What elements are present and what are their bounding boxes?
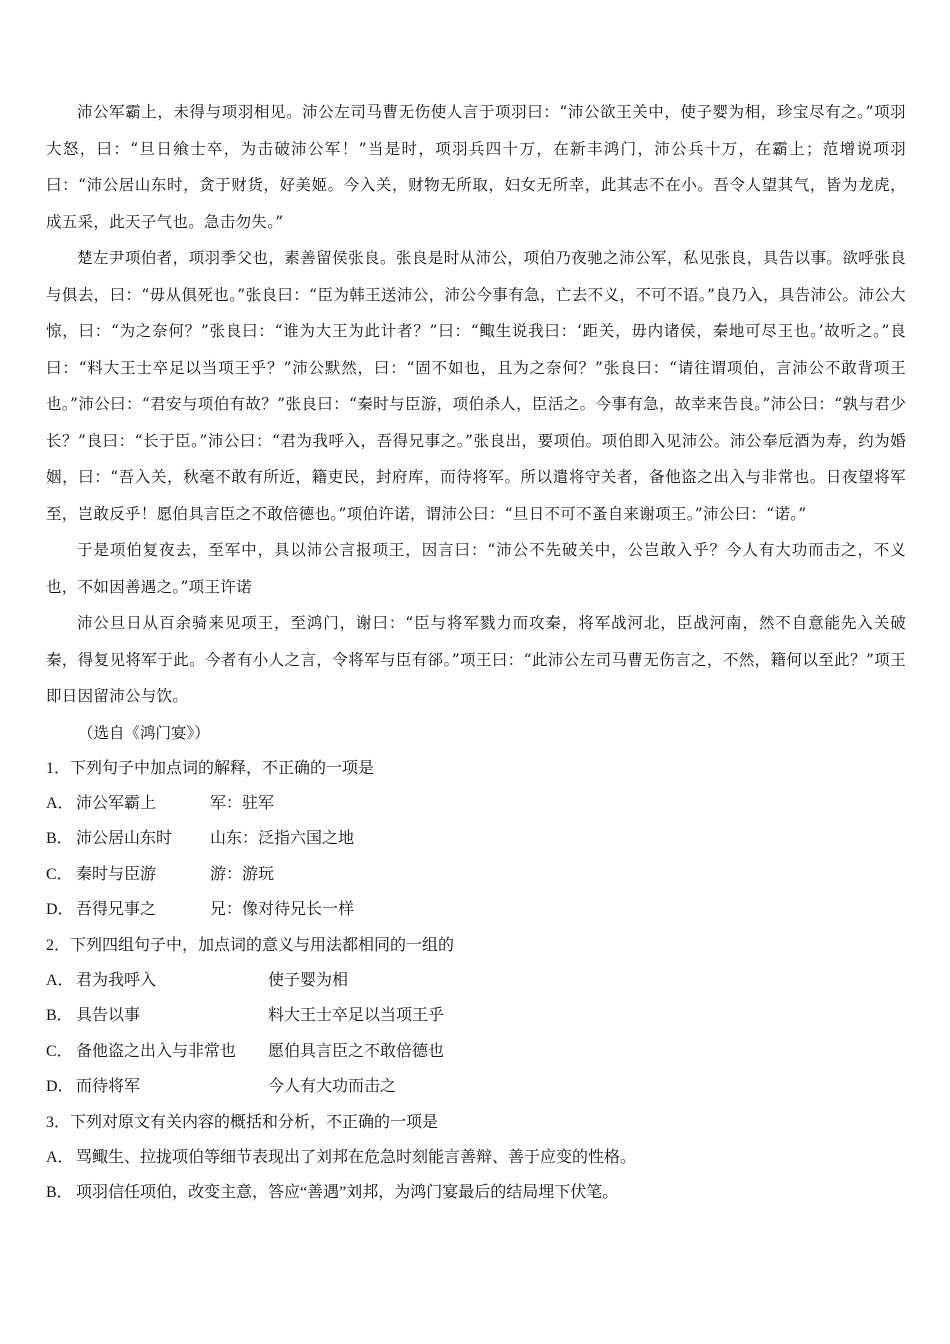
passage-paragraph-4: 沛公旦日从百余骑来见项王，至鸿门，谢曰：“臣与将军戮力而攻秦，将军战河北，臣战河南，然不自意能先入关破秦，得复见将军于此。今者有小人之言，令将军与臣有郤。”项王曰：“此沛公左司马曹无伤言之，不然，籍何以至此？”项王即日因留沛公与饮。 (46, 614, 906, 705)
option-statement: 项羽信任项伯，改变主意，答应“善遇”刘邦，为鸿门宴最后的结局埋下伏笔。 (76, 1184, 619, 1202)
question-stem: 3．下列对原文有关内容的概括和分析，不正确的一项是 (46, 1113, 439, 1131)
option-pair-sentence: 愿伯具言臣之不敢倍德也 (268, 1042, 445, 1060)
option-sentence: 具告以事 (76, 1007, 141, 1025)
option-letter: A． (46, 971, 74, 989)
option-letter: D． (46, 901, 74, 919)
option-sentence: 君为我呼入 (76, 971, 157, 989)
passage-paragraph-2: 楚左尹项伯者，项羽季父也，素善留侯张良。张良是时从沛公，项伯乃夜驰之沛公军，私见张良，具告以事。欲呼张良与俱去，曰：“毋从俱死也。”张良曰：“臣为韩王送沛公，沛公今事有急，亡去不义，不可不语。”良乃入，具告沛公。沛公大惊，曰：“为之奈何？”张良曰：“谁为大王为此计者？”曰：“鲰生说我曰：‘距关，毋内诸侯，秦地可尽王也。’故听之。”良曰：“料大王士卒足以当项王乎？”沛公默然，曰：“固不如也，且为之奈何？”张良曰：“请往谓项伯，言沛公不敢背项王也。”沛公曰：“君安与项伯有故？”张良曰：“秦时与臣游，项伯杀人，臣活之。今事有急，故幸来告良。”沛公曰：“孰与君少长？”良曰：“长于臣。”沛公曰：“君为我呼入，吾得兄事之。”张良出，要项伯。项伯即入见沛公。沛公奉卮酒为寿，约为婚姻，曰：“吾入关，秋毫不敢有所近，籍吏民，封府库，而待将军。所以遣将守关者，备他盗之出入与非常也。日夜望将军至，岂敢反乎！愿伯具言臣之不敢倍德也。”项伯许诺，谓沛公曰：“旦日不可不蚤自来谢项王。”沛公曰：“诺。” (46, 249, 906, 523)
option-letter: A． (46, 794, 74, 812)
passage-paragraph-3: 于是项伯复夜去，至军中，具以沛公言报项王，因言曰：“沛公不先破关中，公岂敢入乎？今人有大功而击之，不义也，不如因善遇之。”项王许诺 (46, 541, 906, 596)
option-a (46, 963, 906, 998)
option-pair-sentence: 今人有大功而击之 (268, 1078, 397, 1096)
option-b (46, 998, 906, 1033)
option-c (46, 1034, 906, 1069)
option-sentence: 吾得兄事之 (76, 901, 157, 919)
option-c (46, 857, 906, 892)
option-gloss: 游：游玩 (210, 865, 275, 883)
option-sentence: 秦时与臣游 (76, 865, 157, 883)
option-pair-sentence: 料大王士卒足以当项王乎 (268, 1007, 445, 1025)
option-sentence: 而待将军 (76, 1078, 141, 1096)
question-2 (46, 928, 906, 1105)
question-1 (46, 751, 906, 928)
passage-paragraph-1: 沛公军霸上，未得与项羽相见。沛公左司马曹无伤使人言于项羽曰：“沛公欲王关中，使子婴为相，珍宝尽有之。”项羽大怒，曰：“旦日飨士卒，为击破沛公军！”当是时，项羽兵四十万，在新丰鸿门，沛公兵十万，在霸上；范增说项羽曰：“沛公居山东时，贪于财货，好美姬。今入关，财物无所取，妇女无所幸，此其志不在小。吾令人望其气，皆为龙虎，成五采，此天子气也。急击勿失。” (46, 103, 906, 231)
option-letter: A． (46, 1148, 74, 1166)
passage (46, 94, 906, 751)
question-3 (46, 1105, 906, 1211)
option-letter: C． (46, 1042, 73, 1060)
option-letter: B． (46, 830, 73, 848)
option-letter: C． (46, 865, 73, 883)
option-a (46, 786, 906, 821)
option-sentence: 备他盗之出入与非常也 (76, 1042, 237, 1060)
option-gloss: 山东：泛指六国之地 (210, 830, 355, 848)
option-letter: B． (46, 1184, 73, 1202)
option-letter: D． (46, 1078, 74, 1096)
option-letter: B． (46, 1007, 73, 1025)
passage-source: （选自《鸿门宴》） (78, 723, 210, 742)
option-b (46, 821, 906, 856)
option-a (46, 1140, 906, 1175)
question-stem: 1．下列句子中加点词的解释，不正确的一项是 (46, 759, 375, 777)
option-sentence: 沛公军霸上 (76, 794, 157, 812)
question-stem: 2．下列四组句子中，加点词的意义与用法都相同的一组的 (46, 936, 455, 954)
option-d (46, 892, 906, 927)
option-sentence: 沛公居山东时 (76, 830, 173, 848)
option-statement: 骂鲰生、拉拢项伯等细节表现出了刘邦在危急时刻能言善辩、善于应变的性格。 (76, 1148, 637, 1166)
option-gloss: 兄：像对待兄长一样 (210, 901, 355, 919)
option-b (46, 1175, 906, 1210)
option-d (46, 1069, 906, 1104)
option-pair-sentence: 使子婴为相 (268, 971, 349, 989)
document-page (46, 94, 906, 1211)
option-gloss: 军：驻军 (210, 794, 275, 812)
